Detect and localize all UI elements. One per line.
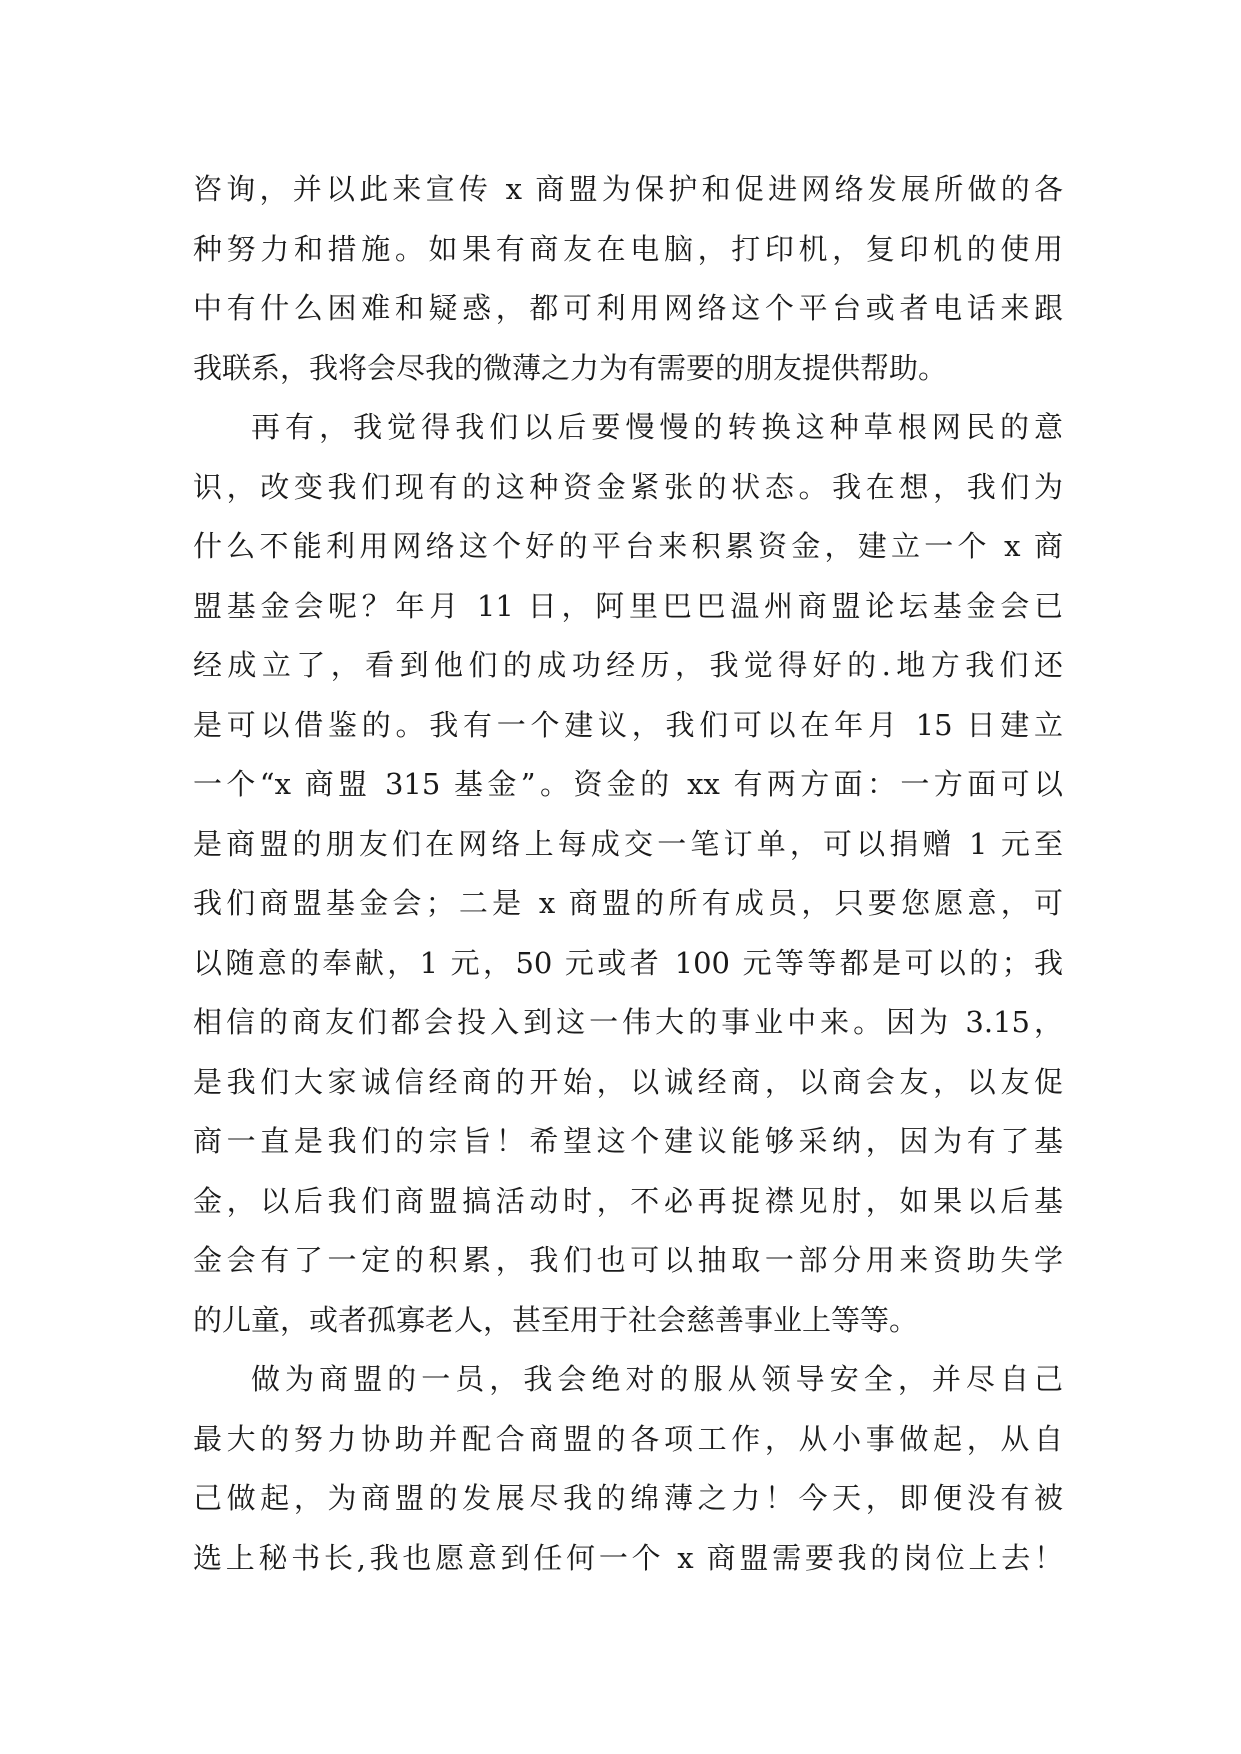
text-line: 是商盟的朋友们在网络上每成交一笔订单，可以捐赠 1 元至 xyxy=(193,826,1063,861)
text-line: 种努力和措施。如果有商友在电脑，打印机，复印机的使用 xyxy=(193,231,1063,266)
text-line: 再有，我觉得我们以后要慢慢的转换这种草根网民的意 xyxy=(251,410,1063,444)
text-line: 相信的商友们都会投入到这一伟大的事业中来。因为 3.15， xyxy=(193,1005,1063,1039)
text-line: 一个“x 商盟 315 基金”。资金的 xx 有两方面：一方面可以 xyxy=(193,767,1063,801)
text-line: 做为商盟的一员，我会绝对的服从领导安全，并尽自己 xyxy=(251,1362,1063,1396)
text-line: 己做起，为商盟的发展尽我的绵薄之力！今天，即便没有被 xyxy=(193,1481,1063,1515)
text-line: 咨询，并以此来宣传 x 商盟为保护和促进网络发展所做的各 xyxy=(193,172,1063,206)
text-line: 是我们大家诚信经商的开始，以诚经商，以商会友，以友促 xyxy=(193,1064,1063,1099)
text-line: 经成立了，看到他们的成功经历，我觉得好的.地方我们还 xyxy=(193,648,1063,682)
text-line: 选上秘书长,我也愿意到任何一个 x 商盟需要我的岗位上去！ xyxy=(193,1540,1063,1575)
text-line: 商一直是我们的宗旨！希望这个建议能够采纳，因为有了基 xyxy=(193,1124,1063,1158)
text-line: 盟基金会呢？年月 11 日，阿里巴巴温州商盟论坛基金会已 xyxy=(193,588,1063,623)
text-line: 识，改变我们现有的这种资金紧张的状态。我在想，我们为 xyxy=(193,469,1063,504)
text-line: 金会有了一定的积累，我们也可以抽取一部分用来资助失学 xyxy=(193,1243,1063,1277)
body-text xyxy=(193,160,1063,1588)
text-line: 我联系，我将会尽我的微薄之力为有需要的朋友提供帮助。 xyxy=(193,350,948,385)
text-line: 金，以后我们商盟搞活动时，不必再捉襟见肘，如果以后基 xyxy=(193,1183,1063,1218)
text-line: 中有什么困难和疑惑，都可利用网络这个平台或者电话来跟 xyxy=(193,291,1063,325)
text-line: 是可以借鉴的。我有一个建议，我们可以在年月 15 日建立 xyxy=(193,707,1063,742)
text-line: 的儿童，或者孤寡老人，甚至用于社会慈善事业上等等。 xyxy=(193,1302,919,1337)
text-line: 最大的努力协助并配合商盟的各项工作，从小事做起，从自 xyxy=(193,1421,1063,1456)
text-line: 什么不能利用网络这个好的平台来积累资金，建立一个 x 商 xyxy=(193,529,1063,563)
text-line: 我们商盟基金会；二是 x 商盟的所有成员，只要您愿意，可 xyxy=(193,886,1063,920)
text-line: 以随意的奉献，1 元，50 元或者 100 元等等都是可以的；我 xyxy=(193,945,1063,980)
